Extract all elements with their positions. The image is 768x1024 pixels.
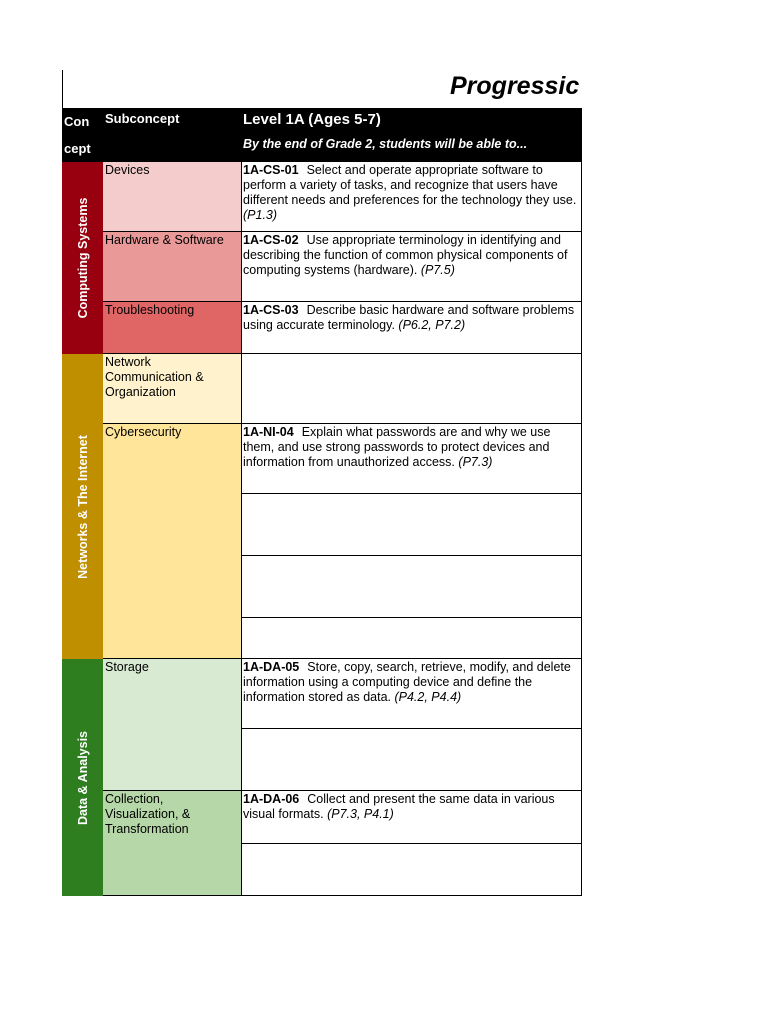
standard-text: Use appropriate terminology in identifying and describing the function of common physical components of computing systems (hardware).	[243, 233, 568, 277]
subconcept-devices	[103, 162, 242, 232]
header-level: Level 1A (Ages 5-7)	[243, 111, 381, 128]
concept-label: Networks & The Internet	[75, 434, 90, 579]
concept-label: Computing Systems	[75, 197, 90, 319]
subconcept-label: Troubleshooting	[105, 303, 195, 317]
standard-cell-empty	[242, 618, 582, 659]
concept-networks	[62, 354, 103, 659]
standard-code: 1A-CS-03	[243, 303, 299, 317]
standard-code: 1A-CS-02	[243, 233, 299, 247]
concept-computing-systems	[62, 162, 103, 354]
subconcept-label: Collection, Visualization, & Transformation	[105, 792, 191, 836]
standard-code: 1A-CS-01	[243, 163, 299, 177]
standard-cell-empty	[242, 556, 582, 618]
standard-code: 1A-DA-05	[243, 660, 300, 674]
standard-ref: (P6.2, P7.2)	[398, 318, 466, 332]
standard-ref: (P1.3)	[243, 208, 278, 222]
standard-code: 1A-NI-04	[243, 425, 294, 439]
subconcept-label: Storage	[105, 660, 149, 674]
standard-ref: (P7.3, P4.1)	[327, 807, 394, 821]
subconcept-label: Devices	[105, 163, 150, 177]
standard-text: Store, copy, search, retrieve, modify, and delete information using a computing device and define the information stored as data.	[243, 660, 571, 704]
header-subconcept: Subconcept	[105, 111, 180, 126]
standard-ref: (P7.3)	[458, 455, 493, 469]
subconcept-label: Hardware & Software	[105, 233, 224, 247]
subconcept-label: Network Communication & Organization	[105, 355, 204, 399]
header-concept-line1: Con	[64, 114, 90, 129]
concept-label: Data & Analysis	[75, 730, 90, 825]
standard-cell-empty	[242, 729, 582, 791]
left-rule	[62, 70, 63, 110]
subconcept-collection	[103, 791, 242, 896]
header-concept	[64, 108, 102, 162]
standard-ref: (P7.5)	[420, 263, 455, 277]
concept-data-analysis	[62, 659, 103, 896]
standard-cell	[242, 232, 582, 302]
standard-code: 1A-DA-06	[243, 792, 300, 806]
subconcept-label: Cybersecurity	[105, 425, 182, 439]
subconcept-network-communication	[103, 354, 242, 424]
header-concept-line2: cept	[64, 141, 91, 156]
standard-cell	[242, 162, 582, 232]
standard-text: Describe basic hardware and software problems using accurate terminology.	[243, 303, 575, 332]
standard-cell	[242, 659, 582, 729]
subconcept-storage	[103, 659, 242, 791]
standard-cell-empty	[242, 494, 582, 556]
standard-cell-empty	[242, 844, 582, 896]
standard-cell	[242, 302, 582, 354]
standard-text: Select and operate appropriate software to perform a variety of tasks, and recognize that users have different needs and preferences for the technology they use.	[243, 163, 577, 207]
standard-text: Collect and present the same data in various visual formats.	[243, 792, 555, 821]
header-by-end: By the end of Grade 2, students will be able to...	[243, 137, 528, 151]
subconcept-troubleshooting	[103, 302, 242, 354]
page-title: Progressic	[450, 72, 580, 100]
subconcept-hardware	[103, 232, 242, 302]
standard-cell	[242, 791, 582, 844]
standard-text: Explain what passwords are and why we use them, and use strong passwords to protect devices and information from unauthorized access.	[243, 425, 551, 469]
subconcept-cybersecurity	[103, 424, 242, 659]
standard-cell	[242, 424, 582, 494]
standard-ref: (P4.2, P4.4)	[394, 690, 462, 704]
standard-cell-empty	[242, 354, 582, 424]
